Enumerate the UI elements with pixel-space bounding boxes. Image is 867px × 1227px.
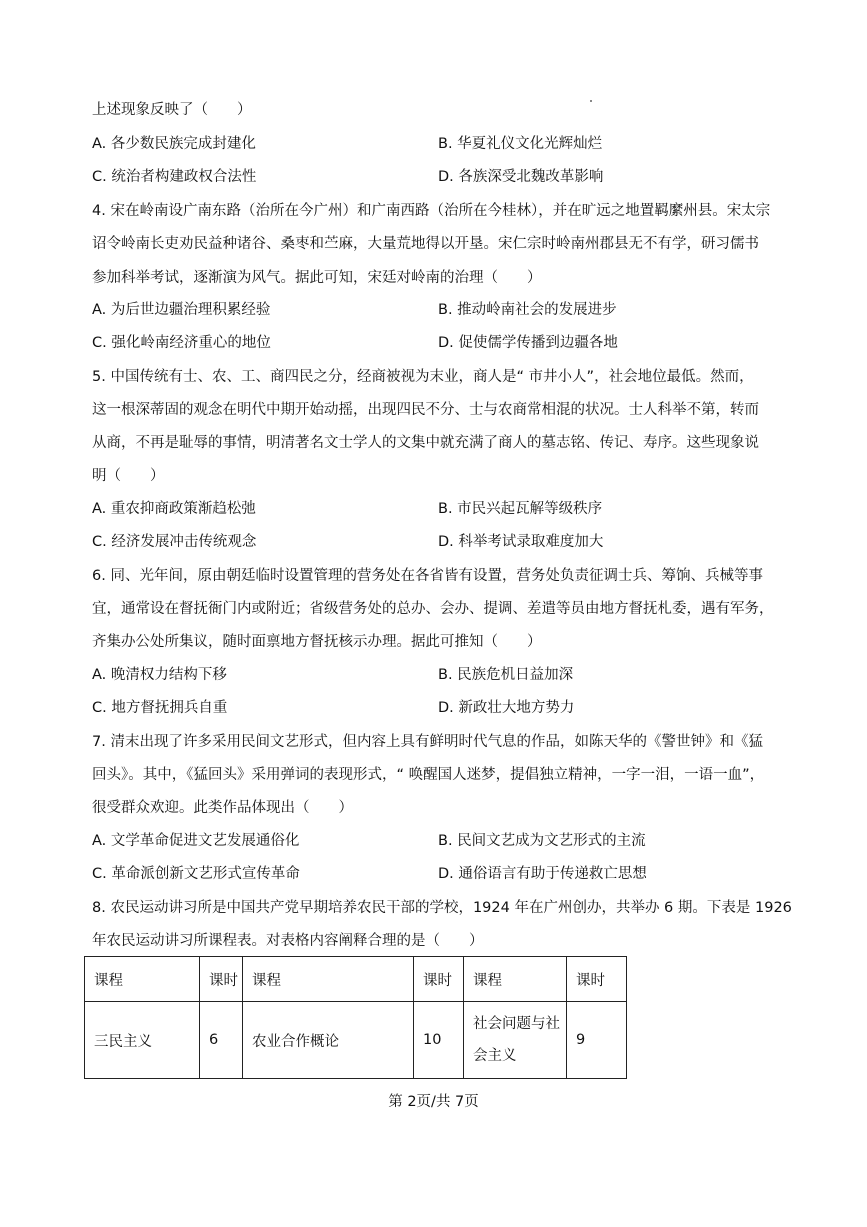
course-table (84, 956, 627, 1079)
q5-option-c[interactable]: C. 经济发展冲击传统观念 (92, 534, 257, 550)
q4-option-c[interactable]: C. 强化岭南经济重心的地位 (92, 335, 271, 351)
q5-option-a[interactable]: A. 重农抑商政策渐趋松弛 (92, 501, 256, 517)
q3-option-b[interactable]: B. 华夏礼仪文化光辉灿烂 (438, 136, 603, 152)
q4-stem-line-2: 诏令岭南长吏劝民益种诸谷、桑枣和苎麻，大量荒地得以开垦。宋仁宗时岭南州郡县无不有学，研习儒书 (92, 236, 759, 252)
q7-option-a[interactable]: A. 文学革命促进文艺发展通俗化 (92, 833, 300, 849)
q3-stem: 上述现象反映了（ ） (92, 102, 252, 118)
page-footer: 第 2页/共 7页 (388, 1094, 479, 1110)
q6-option-d[interactable]: D. 新政壮大地方势力 (438, 700, 575, 716)
table-row (85, 1002, 627, 1079)
q5-stem-line-2: 这一根深蒂固的观念在明代中期开始动摇，出现四民不分、士与农商常相混的状况。士人科举不第，转而 (92, 402, 759, 418)
table-cell: 6 (200, 1002, 243, 1079)
table-cell: 农业合作概论 (243, 1002, 414, 1079)
q4-stem-line-1: 4. 宋在岭南设广南东路（治所在今广州）和广南西路（治所在今桂林），并在旷远之地置羁縻州县。宋太宗 (92, 203, 771, 219)
q8-stem-line-1: 8. 农民运动讲习所是中国共产党早期培养农民干部的学校，1924 年在广州创办，共举办 6 期。下表是 1926 (92, 900, 792, 916)
q4-option-b[interactable]: B. 推动岭南社会的发展进步 (438, 302, 617, 318)
table-header-cell: 课时 (414, 957, 464, 1002)
q7-option-d[interactable]: D. 通俗语言有助于传递救亡思想 (438, 866, 647, 882)
table-cell: 社会问题与社会主义 (464, 1002, 567, 1079)
q4-stem-line-3: 参加科举考试，逐渐演为风气。据此可知，宋廷对岭南的治理（ ） (92, 270, 542, 286)
table-header-cell: 课时 (567, 957, 627, 1002)
q7-stem-line-2: 回头》。其中，《猛回头》采用弹词的表现形式，“ 唤醒国人迷梦，提倡独立精神，一字一泪，一语一血”， (92, 767, 765, 783)
q6-option-b[interactable]: B. 民族危机日益加深 (438, 667, 574, 683)
table-header-row (85, 957, 627, 1002)
q4-option-d[interactable]: D. 促使儒学传播到边疆各地 (438, 335, 618, 351)
q5-option-d[interactable]: D. 科举考试录取难度加大 (438, 534, 604, 550)
q6-option-c[interactable]: C. 地方督抚拥兵自重 (92, 700, 228, 716)
q6-stem-line-3: 齐集办公处所集议，随时面禀地方督抚核示办理。据此可推知（ ） (92, 634, 542, 650)
q7-stem-line-1: 7. 清末出现了许多采用民间文艺形式，但内容上具有鲜明时代气息的作品，如陈天华的《警世钟》和《猛 (92, 734, 763, 750)
q7-option-b[interactable]: B. 民间文艺成为文艺形式的主流 (438, 833, 646, 849)
table-header-cell: 课程 (243, 957, 414, 1002)
q3-option-c[interactable]: C. 统治者构建政权合法性 (92, 169, 257, 185)
q3-option-a[interactable]: A. 各少数民族完成封建化 (92, 136, 256, 152)
table-cell: 三民主义 (85, 1002, 200, 1079)
q5-stem-line-1: 5. 中国传统有士、农、工、商四民之分，经商被视为末业，商人是“ 市井小人”，社会地位最低。然而， (92, 369, 754, 385)
q6-option-a[interactable]: A. 晚清权力结构下移 (92, 667, 227, 683)
table-cell: 10 (414, 1002, 464, 1079)
q8-stem-line-2: 年农民运动讲习所课程表。对表格内容阐释合理的是（ ） (92, 933, 484, 949)
table-header-cell: 课程 (464, 957, 567, 1002)
q7-stem-line-3: 很受群众欢迎。此类作品体现出（ ） (92, 800, 353, 816)
q4-option-a[interactable]: A. 为后世边疆治理积累经验 (92, 302, 271, 318)
q6-stem-line-1: 6. 同、光年间，原由朝廷临时设置管理的营务处在各省皆有设置，营务处负责征调士兵、筹饷、兵械等事 (92, 568, 763, 584)
table-cell: 9 (567, 1002, 627, 1079)
q6-stem-line-2: 宜，通常设在督抚衙门内或附近；省级营务处的总办、会办、提调、差遣等员由地方督抚札委，遇有军务， (92, 601, 774, 617)
table-header-cell: 课程 (85, 957, 200, 1002)
q5-stem-line-4: 明（ ） (92, 468, 165, 484)
q5-option-b[interactable]: B. 市民兴起瓦解等级秩序 (438, 501, 603, 517)
table-header-cell: 课时 (200, 957, 243, 1002)
q7-option-c[interactable]: C. 革命派创新文艺形式宣传革命 (92, 866, 300, 882)
q5-stem-line-3: 从商，不再是耻辱的事情，明清著名文士学人的文集中就充满了商人的墓志铭、传记、寿序。这些现象说 (92, 435, 759, 451)
q3-option-d[interactable]: D. 各族深受北魏改革影响 (438, 169, 604, 185)
scan-speck (590, 100, 592, 102)
